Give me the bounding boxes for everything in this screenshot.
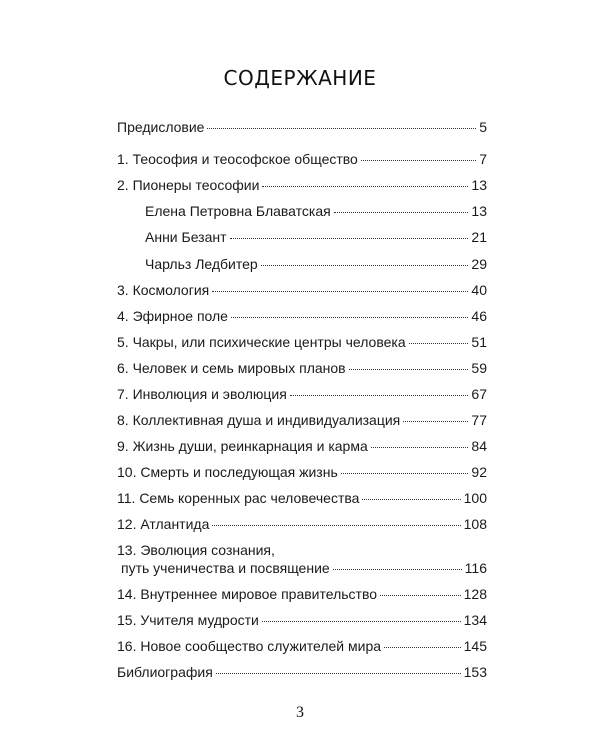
- toc-entry-page: 100: [463, 490, 487, 506]
- toc-entry-page: 67: [471, 386, 487, 402]
- toc-entry-page: 84: [471, 438, 487, 454]
- dot-leader: [371, 447, 469, 448]
- toc-entry-title: 1. Теософия и теософское общество: [117, 151, 358, 167]
- toc-entry-page: 108: [463, 516, 487, 532]
- toc-entry-title: 8. Коллективная душа и индивидуализация: [117, 412, 401, 428]
- toc-entry-page: 7: [479, 151, 487, 167]
- toc-entry-title: 16. Новое сообщество служителей мира: [117, 638, 382, 654]
- toc-entry-title: Елена Петровна Блаватская: [145, 203, 331, 219]
- toc-entry-title: Предисловие: [117, 119, 205, 135]
- toc-entry-title: 15. Учителя мудрости: [117, 612, 259, 628]
- dot-leader: [333, 569, 462, 570]
- dot-leader: [212, 525, 460, 526]
- toc-entry-chapter-3[interactable]: [117, 281, 487, 299]
- toc-entry-chapter-9[interactable]: [117, 437, 487, 455]
- toc-entry-title: Анни Безант: [145, 229, 227, 245]
- toc-entry-title: 12. Атлантида: [117, 516, 210, 532]
- toc-entry-page: 145: [463, 638, 487, 654]
- dot-leader: [341, 473, 469, 474]
- dot-leader: [361, 160, 476, 161]
- dot-leader: [262, 621, 461, 622]
- toc-entry-chapter-14[interactable]: [117, 585, 487, 603]
- dot-leader: [362, 499, 460, 500]
- toc-entry-page: 5: [479, 119, 487, 135]
- dot-leader: [262, 186, 468, 187]
- toc-entry-title-continued: путь ученичества и посвящение: [121, 560, 330, 576]
- dot-leader: [403, 421, 468, 422]
- toc-entry-leadbeater[interactable]: [145, 255, 487, 273]
- toc-entry-chapter-13[interactable]: [117, 541, 487, 577]
- toc-entry-page: 77: [471, 412, 487, 428]
- dot-leader: [207, 128, 476, 129]
- dot-leader: [380, 595, 461, 596]
- toc-entry-page: 13: [471, 203, 487, 219]
- toc-entry-page: 92: [471, 464, 487, 480]
- page-title: СОДЕРЖАНИЕ: [223, 66, 377, 90]
- toc-entry-title: 4. Эфирное поле: [117, 308, 228, 324]
- toc-entry-chapter-7[interactable]: [117, 385, 487, 403]
- dot-leader: [212, 291, 468, 292]
- dot-leader: [216, 673, 461, 674]
- dot-leader: [409, 343, 469, 344]
- toc-entry-page: 40: [471, 282, 487, 298]
- toc-entry-title: 2. Пионеры теософии: [117, 177, 260, 193]
- toc-entry-page: 128: [463, 586, 487, 602]
- toc-entry-title: 7. Инволюция и эволюция: [117, 386, 287, 402]
- toc-entry-chapter-11[interactable]: [117, 489, 487, 507]
- toc-entry-title: Чарльз Ледбитер: [145, 256, 258, 272]
- dot-leader: [384, 647, 461, 648]
- toc-entry-title: 10. Смерть и последующая жизнь: [117, 464, 338, 480]
- toc-entry-besant[interactable]: [145, 228, 487, 246]
- page-number: 3: [296, 704, 304, 721]
- dot-leader: [290, 395, 469, 396]
- dot-leader: [349, 369, 469, 370]
- toc-entry-page: 29: [471, 256, 487, 272]
- toc-entry-title: 13. Эволюция сознания,: [117, 542, 275, 558]
- dot-leader: [334, 212, 469, 213]
- toc-entry-page: 13: [471, 177, 487, 193]
- toc-entry-bibliography[interactable]: [117, 663, 487, 681]
- toc-entry-page: 116: [464, 560, 487, 576]
- dot-leader: [230, 238, 469, 239]
- toc-entry-title: 14. Внутреннее мировое правительство: [117, 586, 378, 602]
- dot-leader: [231, 317, 468, 318]
- toc-entry-chapter-5[interactable]: [117, 333, 487, 351]
- toc-entry-chapter-12[interactable]: [117, 515, 487, 533]
- toc-entry-chapter-4[interactable]: [117, 307, 487, 325]
- toc-entry-blavatsky[interactable]: [145, 202, 487, 220]
- toc-entry-chapter-15[interactable]: [117, 611, 487, 629]
- toc-entry-page: 153: [463, 664, 487, 680]
- toc-entry-chapter-1[interactable]: [117, 150, 487, 168]
- toc-entry-chapter-2[interactable]: [117, 176, 487, 194]
- toc-entry-chapter-16[interactable]: [117, 637, 487, 655]
- toc-entry-title: 6. Человек и семь мировых планов: [117, 360, 346, 376]
- toc-entry-chapter-10[interactable]: [117, 463, 487, 481]
- toc-entry-title: 3. Космология: [117, 282, 210, 298]
- toc-entry-page: 51: [471, 334, 487, 350]
- toc-entry-title: 11. Семь коренных рас человечества: [117, 490, 360, 506]
- dot-leader: [261, 265, 469, 266]
- toc-entry-title: 5. Чакры, или психические центры человека: [117, 334, 406, 350]
- toc-entry-chapter-6[interactable]: [117, 359, 487, 377]
- toc-entry-title: Библиография: [117, 664, 213, 680]
- toc-entry-page: 59: [471, 360, 487, 376]
- toc-entry-preface[interactable]: [117, 118, 487, 136]
- toc-entry-chapter-8[interactable]: [117, 411, 487, 429]
- toc-entry-title: 9. Жизнь души, реинкарнация и карма: [117, 438, 368, 454]
- toc-entry-page: 21: [471, 229, 487, 245]
- toc-entry-page: 46: [471, 308, 487, 324]
- toc-entry-page: 134: [463, 612, 487, 628]
